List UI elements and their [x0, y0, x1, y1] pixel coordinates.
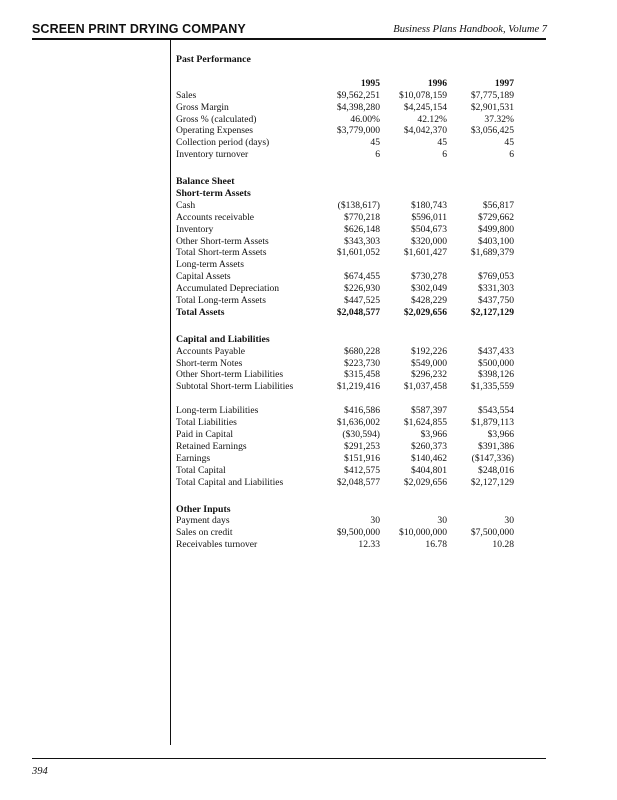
year-1996: 1996 [427, 77, 447, 89]
footer-rule [32, 758, 546, 759]
table-row: Other Short-term Liabilities $315,458 $296,232 $398,126 [176, 369, 514, 381]
year-1995: 1995 [360, 77, 380, 89]
table-row: Gross % (calculated) 46.00% 42.12% 37.32% [176, 113, 514, 125]
running-head-company: SCREEN PRINT DRYING COMPANY [32, 22, 246, 36]
table-row: Long-term Liabilities $416,586 $587,397 $543,554 [176, 405, 514, 417]
section-title-past-performance: Past Performance [176, 54, 251, 65]
table-row: Subtotal Short-term Liabilities $1,219,416 $1,037,458 $1,335,559 [176, 381, 514, 393]
year-header-row [176, 78, 516, 90]
financial-table [176, 54, 516, 551]
table-row: Inventory turnover 6 6 6 [176, 149, 514, 161]
table-row: Accumulated Depreciation $226,930 $302,049 $331,303 [176, 283, 514, 295]
table-row: Payment days 30 30 30 [176, 515, 514, 527]
table-row: Inventory $626,148 $504,673 $499,800 [176, 223, 514, 235]
table-row: Sales on credit $9,500,000 $10,000,000 $7,500,000 [176, 527, 514, 539]
running-head-book: Business Plans Handbook, Volume 7 [393, 24, 547, 35]
table-row: Gross Margin $4,398,280 $4,245,154 $2,901,531 [176, 101, 514, 113]
table-row: Capital Assets $674,455 $730,278 $769,053 [176, 271, 514, 283]
section-title-other-inputs: Other Inputs [176, 503, 231, 515]
table-row: Operating Expenses $3,779,000 $4,042,370 $3,056,425 [176, 125, 514, 137]
table-row: Retained Earnings $291,253 $260,373 $391,386 [176, 440, 514, 452]
table-row: Short-term Notes $223,730 $549,000 $500,000 [176, 357, 514, 369]
table-row: Total Liabilities $1,636,002 $1,624,855 $1,879,113 [176, 417, 514, 429]
table-row: Other Short-term Assets $343,303 $320,000 $403,100 [176, 235, 514, 247]
header-rule [32, 38, 546, 40]
subsection-long-term-assets: Long-term Assets [176, 259, 244, 271]
table-row: Cash ($138,617) $180,743 $56,817 [176, 199, 514, 211]
table-row: Total Capital $412,575 $404,801 $248,016 [176, 464, 514, 476]
table-row: Total Short-term Assets $1,601,052 $1,601,427 $1,689,379 [176, 247, 514, 259]
table-row: Total Capital and Liabilities $2,048,577 $2,029,656 $2,127,129 [176, 476, 514, 488]
table-row: Accounts receivable $770,218 $596,011 $729,662 [176, 211, 514, 223]
table-row: Accounts Payable $680,228 $192,226 $437,433 [176, 345, 514, 357]
past-performance-rows [176, 90, 516, 161]
section-title-balance-sheet: Balance Sheet [176, 176, 235, 188]
table-row: Total Long-term Assets $447,525 $428,229 $437,750 [176, 295, 514, 307]
table-row: Sales $9,562,251 $10,078,159 $7,775,189 [176, 89, 514, 101]
section-title-capital-liabilities: Capital and Liabilities [176, 333, 270, 345]
page-number: 394 [32, 766, 48, 777]
table-row: Collection period (days) 45 45 45 [176, 137, 514, 149]
table-row: Earnings $151,916 $140,462 ($147,336) [176, 452, 514, 464]
table-row: Receivables turnover 12.33 16.78 10.28 [176, 539, 514, 551]
table-row: Paid in Capital ($30,594) $3,966 $3,966 [176, 429, 514, 441]
subsection-short-term-assets: Short-term Assets [176, 188, 251, 200]
margin-rule [170, 39, 171, 745]
total-assets-row: Total Assets $2,048,577 $2,029,656 $2,127,129 [176, 306, 514, 318]
year-1997: 1997 [494, 77, 514, 89]
